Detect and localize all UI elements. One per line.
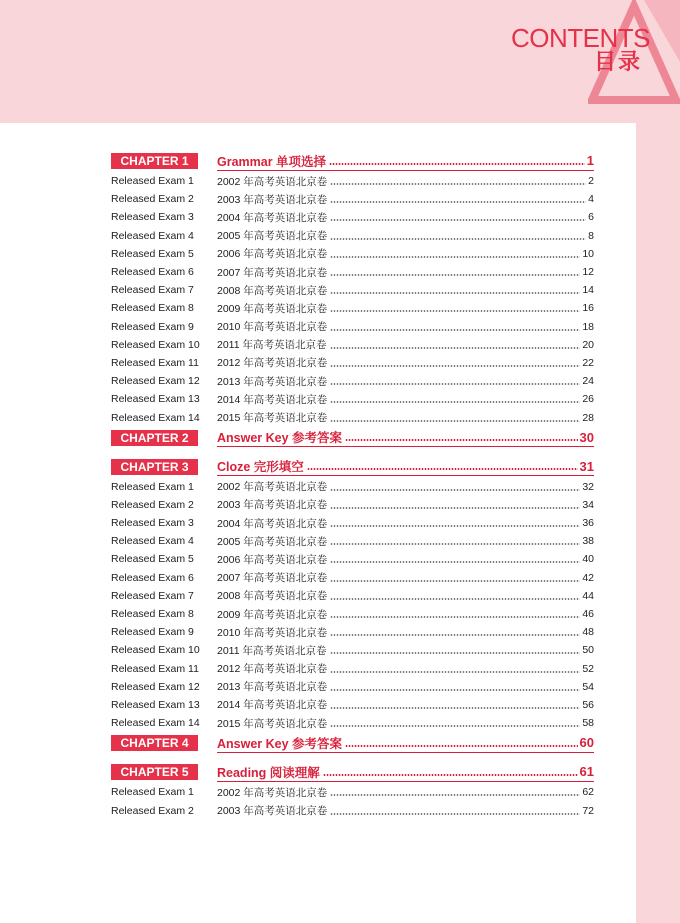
dot-leader (330, 537, 580, 545)
chapter-label-cell (111, 735, 217, 751)
toc-entry-row[interactable] (111, 408, 594, 426)
page-number: 50 (582, 644, 594, 657)
toc-entry-row[interactable] (111, 227, 594, 245)
exam-label: Released Exam 7 (111, 284, 194, 297)
page-number: 42 (582, 571, 594, 584)
exam-label: Released Exam 9 (111, 320, 194, 333)
toc-title-line (217, 763, 594, 782)
exam-title: 2015 年高考英语北京卷 (217, 412, 328, 425)
toc-title-line (217, 534, 594, 549)
dot-leader (330, 501, 580, 509)
table-of-contents (111, 150, 594, 820)
toc-title-line (217, 643, 594, 658)
toc-entry-row[interactable] (111, 696, 594, 714)
page-number: 8 (588, 229, 594, 242)
chapter-badge: CHAPTER 2 (111, 430, 198, 446)
toc-title-line (217, 392, 594, 407)
dot-leader (330, 213, 586, 221)
page-number: 48 (582, 626, 594, 639)
dot-leader (330, 788, 580, 796)
page-number: 18 (582, 320, 594, 333)
toc-title-line (217, 265, 594, 280)
exam-title: 2013 年高考英语北京卷 (217, 681, 328, 694)
exam-label: Released Exam 1 (111, 786, 194, 799)
toc-title-line (217, 552, 594, 567)
exam-label: Released Exam 9 (111, 626, 194, 639)
dot-leader (345, 739, 578, 747)
toc-title-line (217, 410, 594, 425)
page-number: 56 (582, 698, 594, 711)
page-number: 61 (579, 764, 594, 780)
dot-leader (329, 157, 585, 165)
dot-leader (330, 519, 580, 527)
toc-chapter-row[interactable] (111, 456, 594, 478)
toc-entry-row[interactable] (111, 478, 594, 496)
exam-label: Released Exam 14 (111, 411, 200, 424)
page-number: 24 (582, 375, 594, 388)
chapter-label-cell (111, 153, 217, 169)
page-number: 20 (582, 338, 594, 351)
page-number: 54 (582, 680, 594, 693)
exam-title: 2002 年高考英语北京卷 (217, 481, 328, 494)
exam-label: Released Exam 1 (111, 480, 194, 493)
dot-leader (330, 323, 580, 331)
toc-title-line (217, 697, 594, 712)
toc-entry-row[interactable] (111, 190, 594, 208)
toc-entry-row[interactable] (111, 514, 594, 532)
chapter-badge: CHAPTER 3 (111, 459, 198, 475)
page-number: 58 (582, 717, 594, 730)
exam-title: 2006 年高考英语北京卷 (217, 248, 328, 261)
toc-entry-row[interactable] (111, 263, 594, 281)
chapter-title: Grammar 单项选择 (217, 154, 327, 169)
exam-label: Released Exam 8 (111, 608, 194, 621)
exam-title: 2006 年高考英语北京卷 (217, 553, 328, 566)
toc-chapter-row[interactable] (111, 761, 594, 783)
page-number: 32 (582, 480, 594, 493)
exam-title: 2011 年高考英语北京卷 (217, 339, 327, 352)
page-number: 38 (582, 535, 594, 548)
toc-title-line (217, 607, 594, 622)
exam-title: 2007 年高考英语北京卷 (217, 266, 328, 279)
exam-title: 2009 年高考英语北京卷 (217, 302, 328, 315)
exam-label: Released Exam 2 (111, 498, 194, 511)
toc-title-line (217, 192, 594, 207)
toc-title-line (217, 301, 594, 316)
exam-label: Released Exam 8 (111, 302, 194, 315)
toc-title-line (217, 785, 594, 800)
toc-entry-row[interactable] (111, 318, 594, 336)
page-number: 22 (582, 356, 594, 369)
toc-title-line (217, 734, 594, 753)
exam-title: 2008 年高考英语北京卷 (217, 284, 328, 297)
exam-title: 2003 年高考英语北京卷 (217, 805, 328, 818)
exam-label: Released Exam 11 (111, 356, 199, 369)
toc-entry-row[interactable] (111, 372, 594, 390)
chapter-badge: CHAPTER 1 (111, 153, 198, 169)
page-number: 52 (582, 662, 594, 675)
page-number: 12 (582, 266, 594, 279)
toc-entry-row[interactable] (111, 605, 594, 623)
toc-title-line (217, 355, 594, 370)
chapter-title: Answer Key 参考答案 (217, 431, 343, 446)
page-number: 46 (582, 608, 594, 621)
toc-entry-row[interactable] (111, 550, 594, 568)
toc-entry-row[interactable] (111, 208, 594, 226)
exam-label: Released Exam 6 (111, 571, 194, 584)
dot-leader (330, 304, 580, 312)
exam-label: Released Exam 12 (111, 375, 200, 388)
toc-chapter-row[interactable] (111, 427, 594, 449)
dot-leader (323, 768, 578, 776)
exam-title: 2005 年高考英语北京卷 (217, 535, 328, 548)
toc-title-line (217, 479, 594, 494)
toc-title-line (217, 570, 594, 585)
exam-label: Released Exam 11 (111, 662, 199, 675)
exam-label: Released Exam 3 (111, 517, 194, 530)
toc-title-line (217, 174, 594, 189)
page-number: 62 (582, 786, 594, 799)
page-number: 4 (588, 193, 594, 206)
exam-title: 2002 年高考英语北京卷 (217, 786, 328, 799)
page-number: 72 (582, 804, 594, 817)
toc-entry-row[interactable] (111, 390, 594, 408)
exam-label: Released Exam 13 (111, 698, 200, 711)
exam-title: 2011 年高考英语北京卷 (217, 644, 327, 657)
exam-title: 2004 年高考英语北京卷 (217, 211, 328, 224)
toc-entry-row[interactable] (111, 783, 594, 801)
toc-entry-row[interactable] (111, 336, 594, 354)
dot-leader (307, 462, 578, 470)
dot-leader (330, 286, 580, 294)
exam-label: Released Exam 13 (111, 393, 200, 406)
toc-entry-row[interactable] (111, 172, 594, 190)
chapter-label-cell (111, 430, 217, 446)
page-number: 10 (582, 247, 594, 260)
dot-leader (330, 807, 580, 815)
chapter-label-cell (111, 764, 217, 780)
exam-label: Released Exam 14 (111, 717, 200, 730)
chapter-label-cell (111, 459, 217, 475)
exam-title: 2008 年高考英语北京卷 (217, 590, 328, 603)
toc-entry-row[interactable] (111, 801, 594, 819)
toc-entry-row[interactable] (111, 245, 594, 263)
exam-title: 2003 年高考英语北京卷 (217, 499, 328, 512)
toc-title-line (217, 516, 594, 531)
toc-title-line (217, 803, 594, 818)
toc-entry-row[interactable] (111, 299, 594, 317)
dot-leader (330, 646, 581, 654)
exam-title: 2014 年高考英语北京卷 (217, 699, 328, 712)
dot-leader (330, 250, 580, 258)
page-number: 36 (582, 517, 594, 530)
dot-leader (330, 683, 580, 691)
toc-title-line (217, 625, 594, 640)
exam-title: 2003 年高考英语北京卷 (217, 193, 328, 206)
dot-leader (330, 665, 580, 673)
page-number: 30 (579, 429, 594, 445)
exam-title: 2004 年高考英语北京卷 (217, 517, 328, 530)
page-number: 26 (582, 393, 594, 406)
exam-label: Released Exam 5 (111, 247, 194, 260)
exam-title: 2013 年高考英语北京卷 (217, 375, 328, 388)
dot-leader (330, 395, 580, 403)
exam-label: Released Exam 10 (111, 644, 200, 657)
toc-title-line (217, 588, 594, 603)
exam-title: 2010 年高考英语北京卷 (217, 321, 328, 334)
page-number: 1 (586, 153, 594, 168)
dot-leader (330, 592, 580, 600)
toc-title-line (217, 228, 594, 243)
exam-title: 2007 年高考英语北京卷 (217, 572, 328, 585)
dot-leader (330, 268, 580, 276)
toc-title-line (217, 428, 594, 447)
toc-entry-row[interactable] (111, 354, 594, 372)
exam-label: Released Exam 2 (111, 193, 194, 206)
chapter-title: Cloze 完形填空 (217, 460, 304, 475)
page-number: 2 (588, 175, 594, 188)
page-number: 34 (582, 498, 594, 511)
toc-title-line (217, 152, 594, 171)
exam-label: Released Exam 6 (111, 266, 194, 279)
chapter-badge: CHAPTER 5 (111, 764, 198, 780)
toc-title-line (217, 210, 594, 225)
page-number: 40 (582, 553, 594, 566)
contents-title-chinese: 目录 (594, 49, 643, 74)
dot-leader (330, 195, 586, 203)
toc-title-line (217, 497, 594, 512)
page-number: 6 (588, 211, 594, 224)
exam-label: Released Exam 5 (111, 553, 194, 566)
exam-label: Released Exam 4 (111, 229, 194, 242)
toc-title-line (217, 246, 594, 261)
toc-entry-row[interactable] (111, 623, 594, 641)
page-number: 14 (582, 284, 594, 297)
exam-label: Released Exam 10 (111, 338, 200, 351)
toc-title-line (217, 679, 594, 694)
chapter-title: Reading 阅读理解 (217, 765, 320, 780)
dot-leader (330, 719, 580, 727)
right-margin-band (636, 123, 680, 923)
exam-title: 2012 年高考英语北京卷 (217, 663, 328, 676)
toc-entry-row[interactable] (111, 678, 594, 696)
page-number: 16 (582, 302, 594, 315)
toc-chapter-row[interactable] (111, 732, 594, 754)
dot-leader (330, 232, 586, 240)
toc-title-line (217, 374, 594, 389)
exam-title: 2012 年高考英语北京卷 (217, 357, 328, 370)
toc-title-line (217, 283, 594, 298)
dot-leader (330, 359, 580, 367)
exam-title: 2010 年高考英语北京卷 (217, 626, 328, 639)
toc-entry-row[interactable] (111, 641, 594, 659)
exam-label: Released Exam 7 (111, 589, 194, 602)
toc-entry-row[interactable] (111, 496, 594, 514)
dot-leader (330, 610, 580, 618)
dot-leader (330, 414, 580, 422)
exam-label: Released Exam 12 (111, 680, 200, 693)
dot-leader (345, 433, 578, 441)
exam-label: Released Exam 3 (111, 211, 194, 224)
exam-label: Released Exam 2 (111, 804, 194, 817)
chapter-badge: CHAPTER 4 (111, 735, 198, 751)
toc-chapter-row[interactable] (111, 150, 594, 172)
toc-title-line (217, 457, 594, 476)
toc-entry-row[interactable] (111, 281, 594, 299)
toc-entry-row[interactable] (111, 569, 594, 587)
exam-label: Released Exam 4 (111, 535, 194, 548)
toc-entry-row[interactable] (111, 660, 594, 678)
page-number: 31 (579, 458, 594, 474)
dot-leader (330, 701, 580, 709)
dot-leader (330, 628, 580, 636)
toc-title-line (217, 661, 594, 676)
dot-leader (330, 555, 580, 563)
chapter-title: Answer Key 参考答案 (217, 736, 343, 751)
dot-leader (330, 177, 586, 185)
toc-entry-row[interactable] (111, 714, 594, 732)
exam-label: Released Exam 1 (111, 175, 194, 188)
dot-leader (330, 341, 581, 349)
contents-title: CONTENTS (511, 23, 650, 53)
dot-leader (330, 377, 580, 385)
toc-title-line (217, 319, 594, 334)
exam-title: 2002 年高考英语北京卷 (217, 175, 328, 188)
toc-entry-row[interactable] (111, 587, 594, 605)
page-number: 28 (582, 411, 594, 424)
toc-title-line (217, 716, 594, 731)
dot-leader (330, 483, 580, 491)
toc-title-line (217, 337, 594, 352)
toc-entry-row[interactable] (111, 532, 594, 550)
exam-title: 2014 年高考英语北京卷 (217, 393, 328, 406)
page-number: 44 (582, 589, 594, 602)
exam-title: 2005 年高考英语北京卷 (217, 230, 328, 243)
exam-title: 2015 年高考英语北京卷 (217, 717, 328, 730)
page-number: 60 (579, 735, 594, 751)
exam-title: 2009 年高考英语北京卷 (217, 608, 328, 621)
dot-leader (330, 574, 580, 582)
header-band (0, 0, 680, 123)
